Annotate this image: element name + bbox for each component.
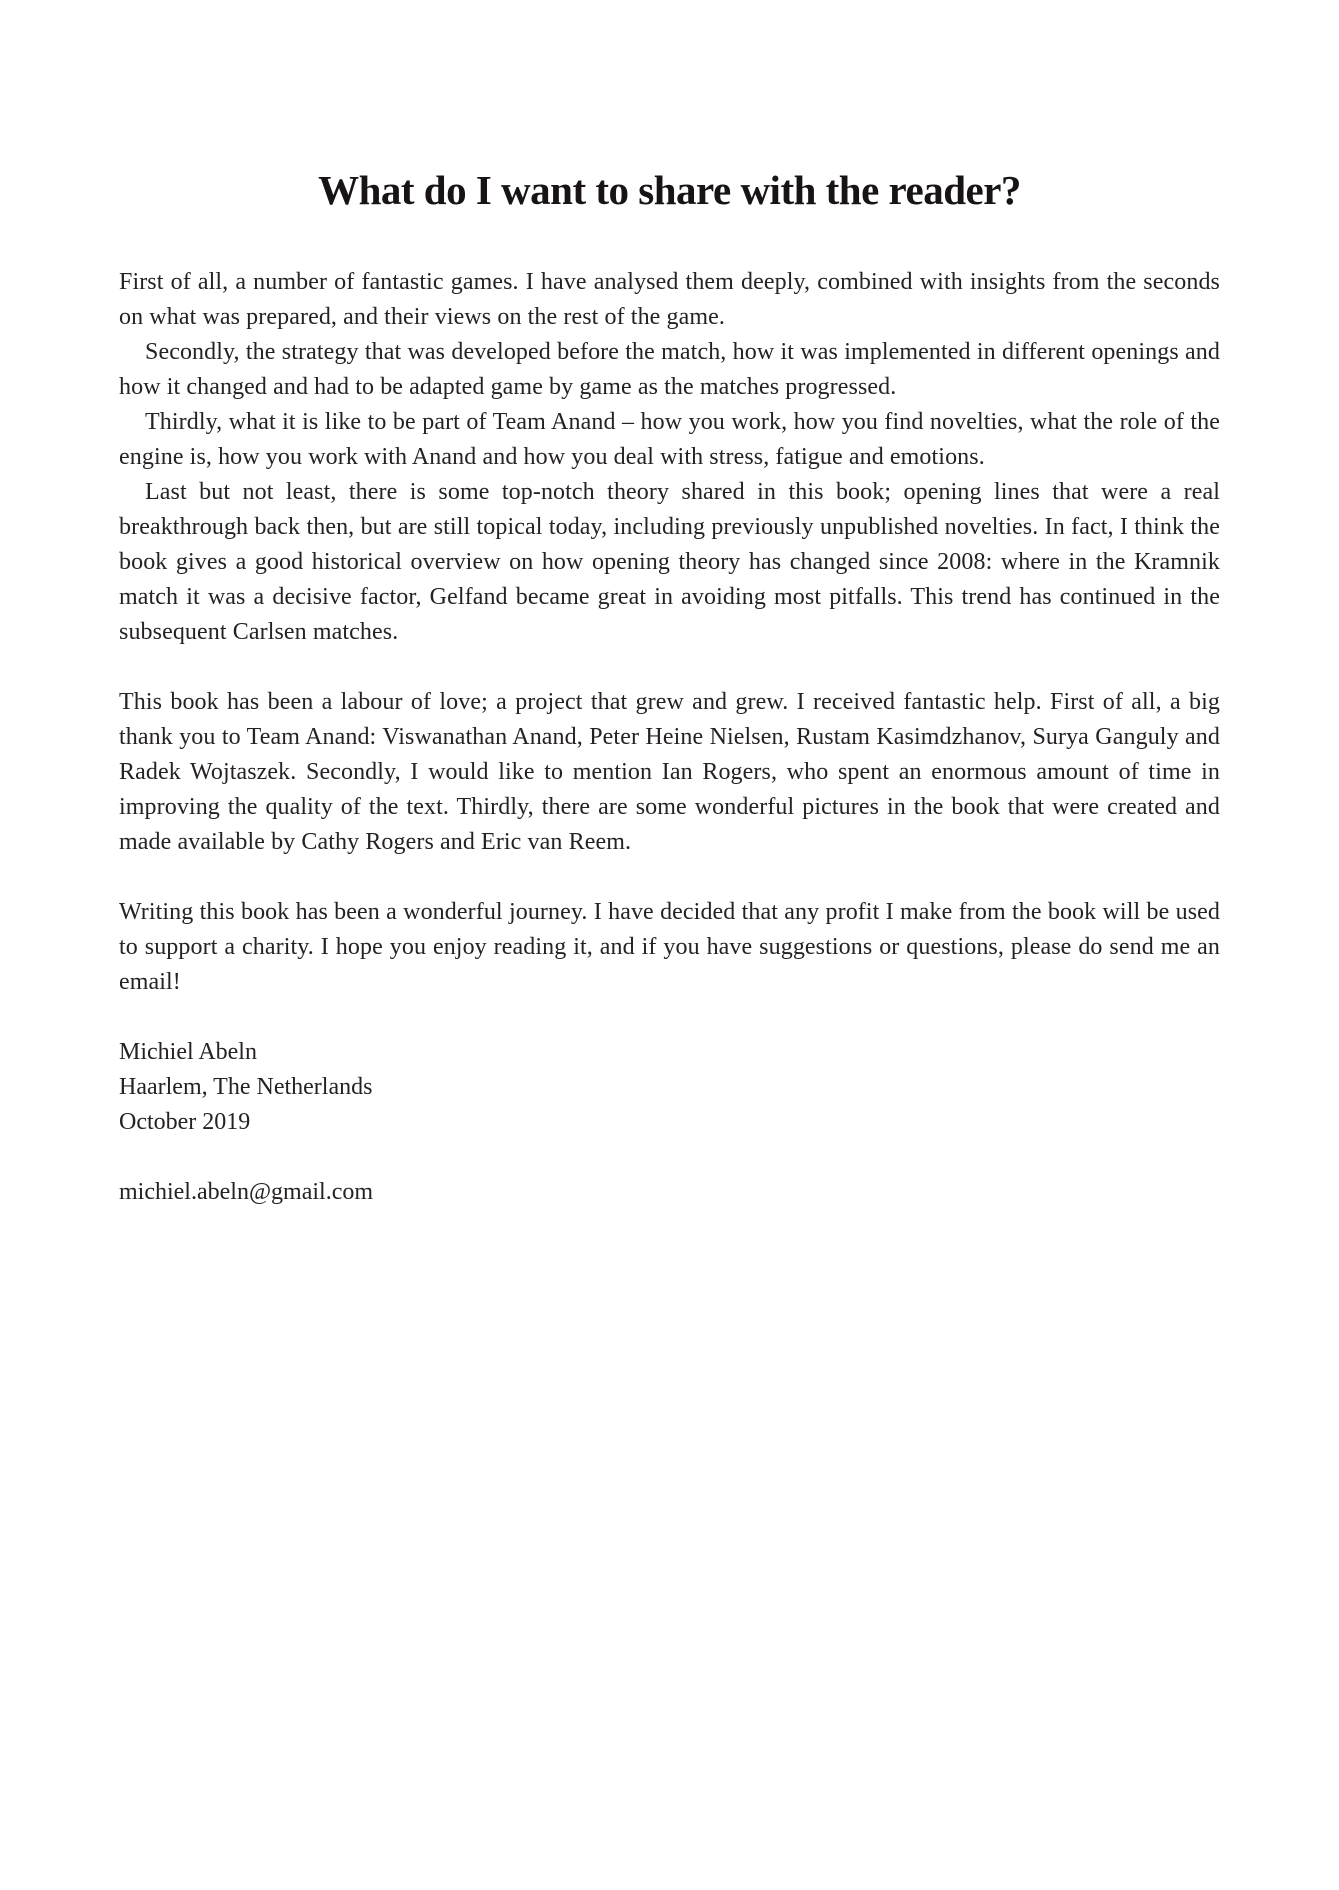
body-text [119,265,1220,1000]
signature-name: Michiel Abeln [119,1039,257,1066]
paragraph-strategy: Secondly, the strategy that was developed before the match, how it was implemented in different openings and how it changed and had to be adapted game by game as the matches progressed. [119,339,1220,401]
paragraph-closing: Writing this book has been a wonderful journey. I have decided that any profit I make from the book will be used to support a charity. I hope you enjoy reading it, and if you have suggestions or questions, please do send me an email! [119,899,1220,996]
signature-location: Haarlem, The Netherlands [119,1074,373,1101]
page-title: What do I want to share with the reader? [318,167,1021,213]
signature-date: October 2019 [119,1109,251,1136]
paragraph-theory: Last but not least, there is some top-notch theory shared in this book; opening lines that were a real breakthrough back then, but are still topical today, including previously unpublished novelties. In fact, I think the book gives a good historical overview on how opening theory has changed since 2008: where in the Kramnik match it was a decisive factor, Gelfand became great in avoiding most pitfalls. This trend has continued in the subsequent Carlsen matches. [119,479,1220,646]
email-address: michiel.abeln@gmail.com [119,1179,374,1206]
signature-block [119,1035,1220,1210]
paragraph-fantastic-games: First of all, a number of fantastic games. I have analysed them deeply, combined with insights from the seconds on what was prepared, and their views on the rest of the game. [119,269,1220,331]
paragraph-team-anand: Thirdly, what it is like to be part of Team Anand – how you work, how you find novelties, what the role of the engine is, how you work with Anand and how you deal with stress, fatigue and emotions. [119,409,1220,471]
paragraph-acknowledgements: This book has been a labour of love; a project that grew and grew. I received fantastic help. First of all, a big thank you to Team Anand: Viswanathan Anand, Peter Heine Nielsen, Rustam Kasimdzhanov, Surya Ganguly and Radek Wojtaszek. Secondly, I would like to mention Ian Rogers, who spent an enormous amount of time in improving the quality of the text. Thirdly, there are some wonderful pictures in the book that were created and made available by Cathy Rogers and Eric van Reem. [119,689,1220,856]
